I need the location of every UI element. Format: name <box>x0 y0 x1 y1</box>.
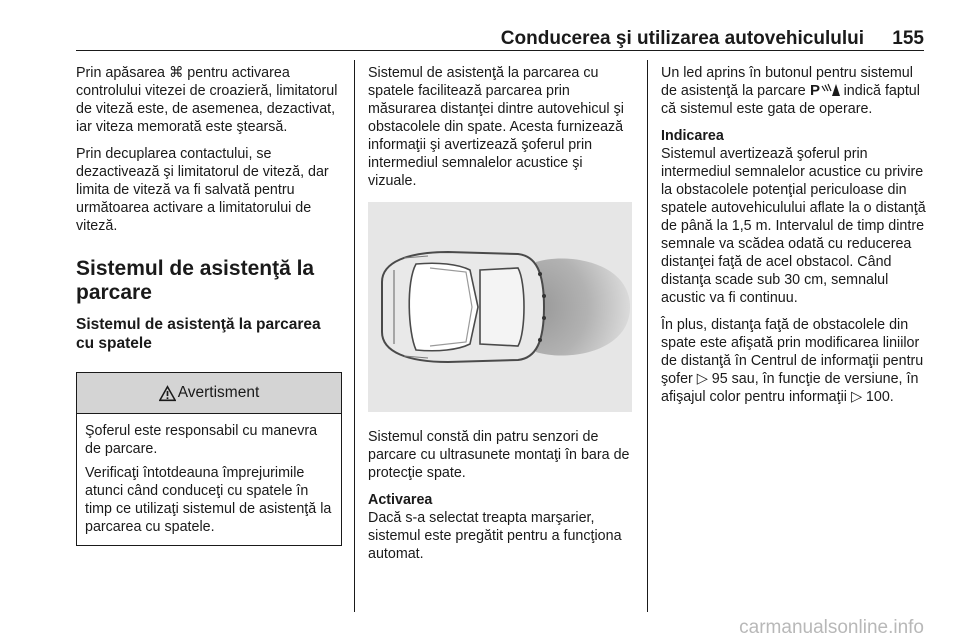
activation-heading: Activarea <box>368 492 433 508</box>
warning-header <box>77 373 341 414</box>
page-reference-arrow-icon: ▷ <box>696 371 708 387</box>
column-divider <box>647 60 648 612</box>
warning-text-1: Şoferul este responsabil cu manevra de parcare. <box>85 423 318 457</box>
svg-text:P: P <box>809 82 820 97</box>
sensor-description: Sistemul constă din patru senzori de parcare cu ultrasunete montaţi în bara de protecţie spate. <box>368 429 630 481</box>
column-left <box>76 64 342 546</box>
display-paragraph <box>661 316 927 406</box>
column-middle <box>368 64 634 572</box>
indication-heading: Indicarea <box>661 128 724 144</box>
page-number: 155 <box>892 28 924 49</box>
activation-text: Dacă s-a selectat treapta marşarier, sistemul este pregătit pentru a funcţiona automat. <box>368 510 622 562</box>
ignition-paragraph: Prin decuplarea contactului, se dezactivează şi limitatorul de viteză, dar limita de viteză va fi salvată pentru următoarea activare a limitatorului de viteză. <box>76 146 329 234</box>
warning-title: Avertisment <box>177 384 260 401</box>
page-reference-link[interactable]: 100 <box>865 389 890 405</box>
chapter-title: Conducerea şi utilizarea autovehiculului <box>500 28 864 49</box>
indication-text: Sistemul avertizează şoferul prin intermediul semnalelor acustice cu privire la obstacolele potenţial periculoase din spatele autovehiculului aflate la o distanţă de până la 1,5 m. Intervalul de timp dintre semnale va scădea odată cu reducerea distanţei faţă de acel obstacol. Când distanţa scade sub 30 cm, semnalul acustic va fi continuu. <box>661 146 926 306</box>
page-header <box>0 22 960 52</box>
cruise-paragraph: Prin apăsarea ⌘ pentru activarea controlului vitezei de croazieră, limitatorul de viteză este, de asemenea, dezactivat, iar viteza memorată este ştearsă. <box>76 65 338 135</box>
led-text-end: indică faptul că sistemul este gata de operare. <box>661 83 920 117</box>
system-description: Sistemul de asistenţă la parcarea cu spatele facilitează parcarea prin măsurarea distanţei dintre autovehicul şi obstacolele din spate. Acesta furnizează informaţii şi avertizează şoferul prin intermediul semnalelor acustice şi vizuale. <box>368 65 624 189</box>
display-text-mid: sau, în funcţie de versiune, în afişajul color pentru informaţii <box>661 371 919 405</box>
car-sensor-illustration <box>368 202 632 412</box>
warning-triangle-icon <box>159 385 176 402</box>
column-right <box>661 64 927 415</box>
watermark: carmanualsonline.info <box>739 617 924 638</box>
page-reference-arrow-icon: ▷ <box>850 389 862 405</box>
column-divider <box>354 60 355 612</box>
header-rule <box>76 50 924 51</box>
warning-text-2: Verificaţi întotdeauna împrejurimile atunci când conduceţi cu spatele în timp ce utilizaţi sistemul de asistenţă la parcarea cu spatele. <box>85 465 332 535</box>
parking-illustration <box>368 202 632 412</box>
led-text-start: Un led aprins în butonul pentru sistemul de asistenţă la parcare <box>661 65 913 99</box>
led-paragraph <box>661 64 927 118</box>
display-text-end: . <box>889 389 894 405</box>
section-title: Sistemul de asistenţă la parcare <box>76 257 315 304</box>
page-reference-link[interactable]: 95 <box>711 371 728 387</box>
parking-assist-icon <box>810 82 840 97</box>
display-text-start: În plus, distanţa faţă de obstacolele din spate este afişată prin modificarea liniilor de distanţă în Centrul de informaţii pentru şofer <box>661 317 924 387</box>
warning-body <box>77 414 341 545</box>
warning-box <box>76 372 342 546</box>
subsection-title: Sistemul de asistenţă la parcarea cu spatele <box>76 316 321 352</box>
